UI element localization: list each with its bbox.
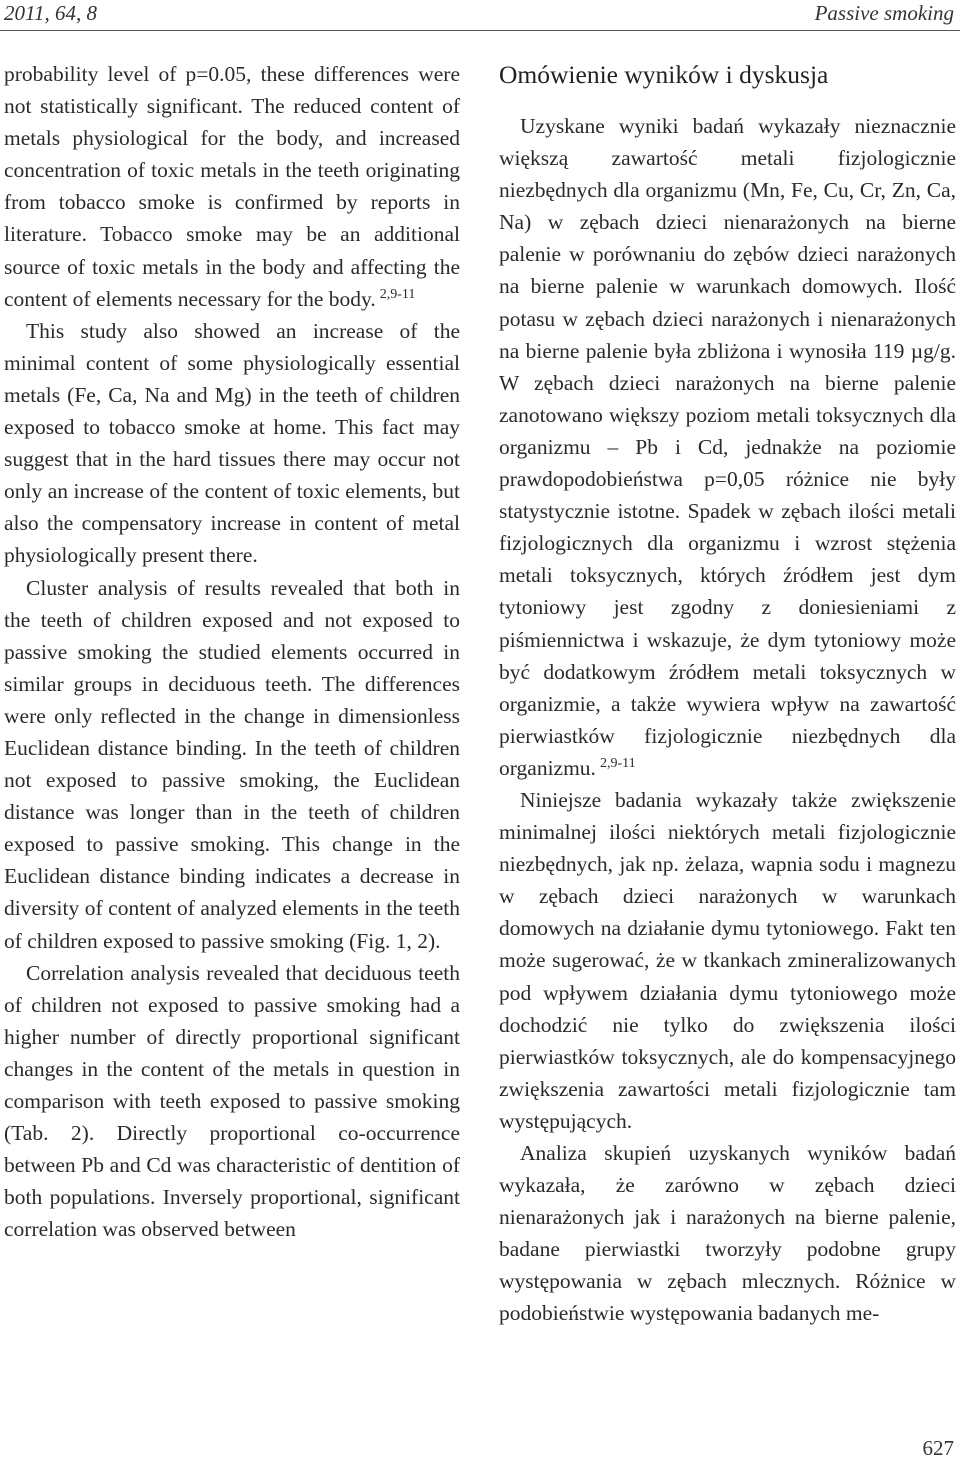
paragraph-cluster-analysis-pl: Analiza skupień uzyskanych wyników badań wykazała, że zarówno w zębach dzieci nienarażonych jak i narażonych na bierne palenie, badane pierwiastki tworzyły podobne grupy występowania w zębach mlecznych. Różnice w podobieństwie występowania badanych me- <box>499 1141 956 1326</box>
english-column <box>4 58 460 1245</box>
running-header-citation: 2011, 64, 8 <box>4 1 97 25</box>
paragraph-minimal-content: Niniejsze badania wykazały także zwiększenie minimalnej ilości niektórych metali fizjologicznie niezbędnych, jak np. żelaza, wapnia sodu i magnezu w zębach dzieci narażonych w warunkach domowych na działanie dymu tytoniowego. Fakt ten może sugerować, że w tkankach zmineralizowanych pod wpływem działania dymu tytoniowego może dochodzić nie tylko do zwiększenia ilości pierwiastków toksycznych, ale do kompensacyjnego zwiększenia zawartości metali fizjologicznie tam występujących. <box>499 787 956 1133</box>
paragraph-text: probability level of p=0.05, these differences were not statistically significant. The reduced content of metals physiological for the body, and increased concentration of toxic metals in the teeth originating from tobacco smoke is confirmed by reports in literature. Tobacco smoke may be an additional source of toxic metals in the body and affecting the content of elements necessary for the body. <box>4 62 460 311</box>
paragraph-text: Uzyskane wyniki badań wykazały nieznacznie większą zawartość metali fizjologicznie niezbędnych dla organizmu (Mn, Fe, Cu, Cr, Zn, Ca, Na) w zębach dzieci nienarażonych na bierne palenie w porównaniu do zębów dzieci narażonych na bierne palenie w warunkach domowych. Ilość potasu w zębach dzieci narażonych i nienarażonych na bierne palenie była zbliżona i wynosiła 119 µg/g. W zębach dzieci narażonych na bierne palenie zanotowano większy poziom metali toksycznych dla organizmu – Pb i Cd, jednakże na poziomie prawdopodobieństwa p=0,05 różnice nie były statystycznie istotne. Spadek w zębach ilości metali fizjologicznych dla organizmu i wzrost stężenia metali toksycznych, których źródłem jest dym tytoniowy jest zgodny z doniesieniami z piśmiennictwa i wskazuje, że dym tytoniowy może być dodatkowym źródłem metali toksycznych w organizmie, a także wywiera wpływ na zawartość pierwiastków fizjologicznie niezbędnych dla organizmu. <box>499 114 956 780</box>
polish-column <box>499 58 956 1330</box>
paragraph-continuation <box>4 58 460 315</box>
running-header-title: Passive smoking <box>814 1 954 25</box>
paragraph-correlation-analysis: Correlation analysis revealed that deciduous teeth of children not exposed to passive smoking had a higher number of directly proportional significant changes in the content of the metals in question in comparison with teeth exposed to passive smoking (Tab. 2). Directly proportional co-occurrence between Pb and Cd was characteristic of dentition of both populations. Inversely proportional, significant correlation was observed between <box>4 960 460 1242</box>
page-number: 627 <box>922 1436 954 1460</box>
paragraph-cluster-analysis: Cluster analysis of results revealed that both in the teeth of children exposed and not exposed to passive smoking the studied elements occurred in similar groups in deciduous teeth. The differences were only reflected in the change in dimensionless Euclidean distance binding. In the teeth of children not exposed to passive smoking, the Euclidean distance was longer than in the teeth of children exposed to passive smoking. This change in the Euclidean distance binding indicates a decrease in diversity of content of analyzed elements in the teeth of children exposed to passive smoking (Fig. 1, 2). <box>4 575 460 953</box>
reference-superscript: 2,9-11 <box>379 286 416 302</box>
header-rule <box>0 30 960 31</box>
paragraph-results <box>499 110 956 784</box>
section-heading: Omówienie wyników i dyskusja <box>499 60 829 89</box>
reference-superscript: 2,9-11 <box>599 755 636 771</box>
paragraph-compensatory-increase: This study also showed an increase of the minimal content of some physiologically essential metals (Fe, Ca, Na and Mg) in the teeth of children exposed to tobacco smoke at home. This fact may suggest that in the hard tissues there may occur not only an increase of the content of toxic elements, but also the compensatory increase in content of metal physiologically present there. <box>4 318 460 568</box>
